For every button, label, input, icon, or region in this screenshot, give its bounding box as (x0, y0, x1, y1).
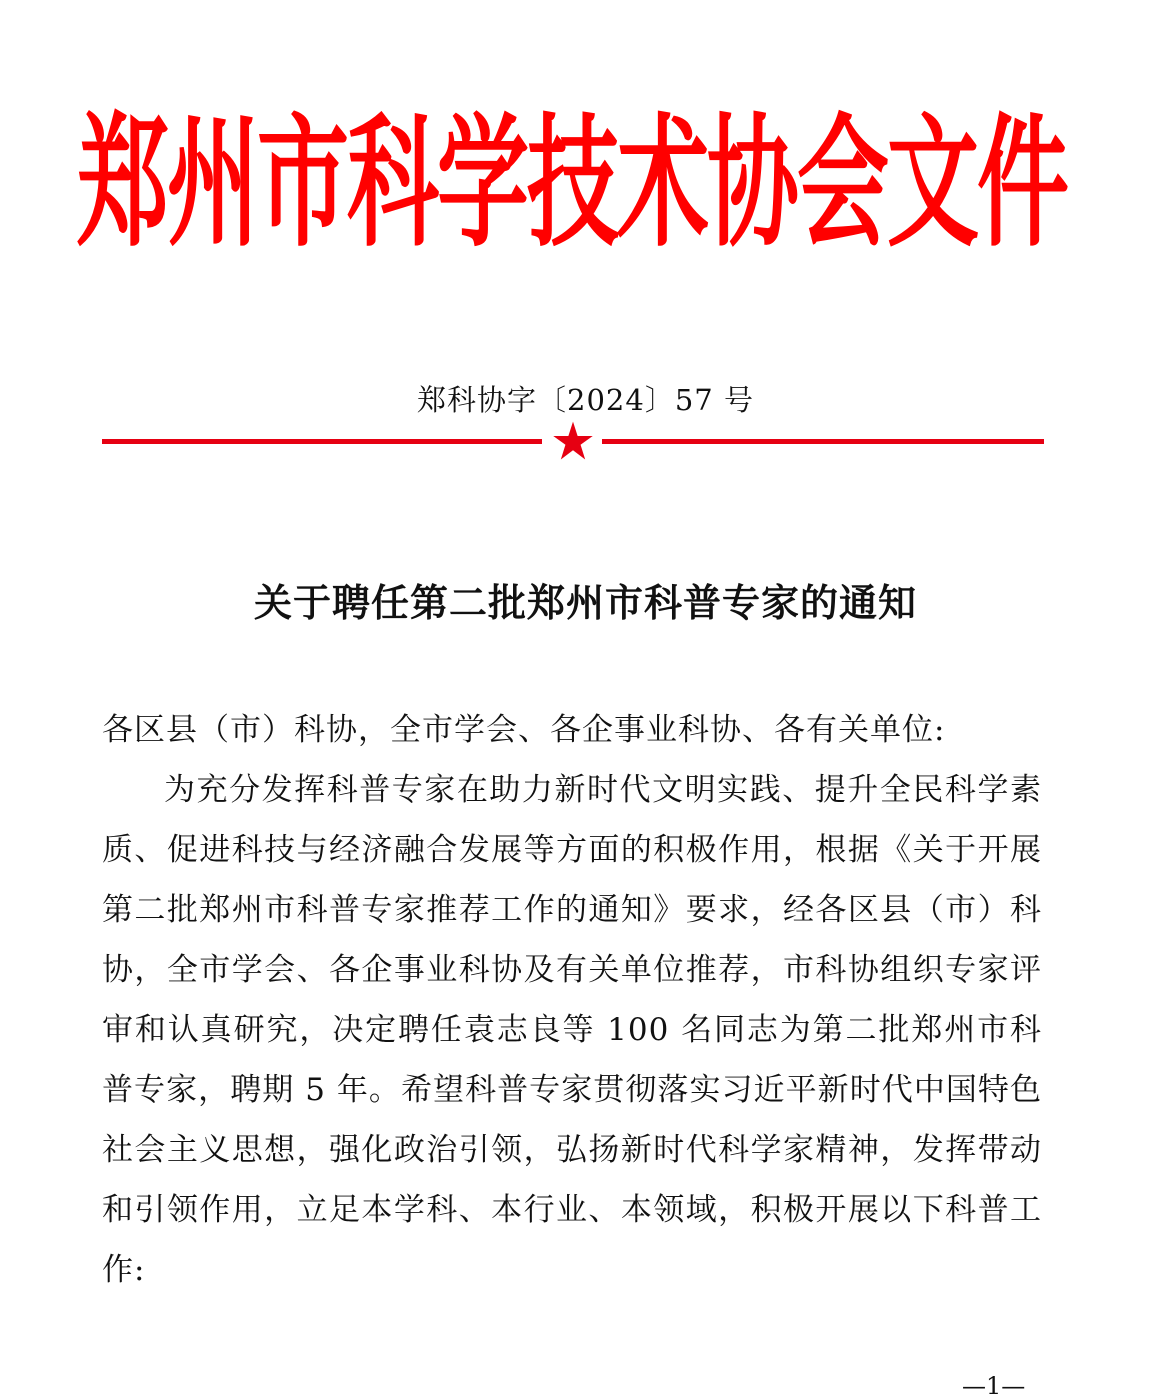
separator-line-right (602, 439, 1044, 444)
document-number: 郑科协字〔2024〕57 号 (417, 383, 754, 417)
star-icon (552, 420, 594, 462)
salutation: 各区县（市）科协，全市学会、各企事业科协、各有关单位: (102, 712, 946, 748)
page-number: —1— (962, 1372, 1026, 1400)
document-body (102, 700, 1042, 1300)
separator-line-left (102, 439, 542, 444)
body-paragraph: 为充分发挥科普专家在助力新时代文明实践、提升全民科学素质、促进科技与经济融合发展等方面的积极作用，根据《关于开展第二批郑州市科普专家推荐工作的通知》要求，经各区县（市）科协，全市学会、各企事业科协及有关单位推荐，市科协组织专家评审和认真研究，决定聘任袁志良等 100 名同志为第二批郑州市科普专家，聘期 5 年。希望科普专家贯彻落实习近平新时代中国特色社会主义思想，强化政治引领，弘扬新时代科学家精神，发挥带动和引领作用，立足本学科、本行业、本领域，积极开展以下科普工作: (102, 772, 1042, 1288)
masthead-title: 郑州市科学技术协会文件 (77, 99, 1068, 267)
notice-title: 关于聘任第二批郑州市科普专家的通知 (253, 580, 917, 625)
